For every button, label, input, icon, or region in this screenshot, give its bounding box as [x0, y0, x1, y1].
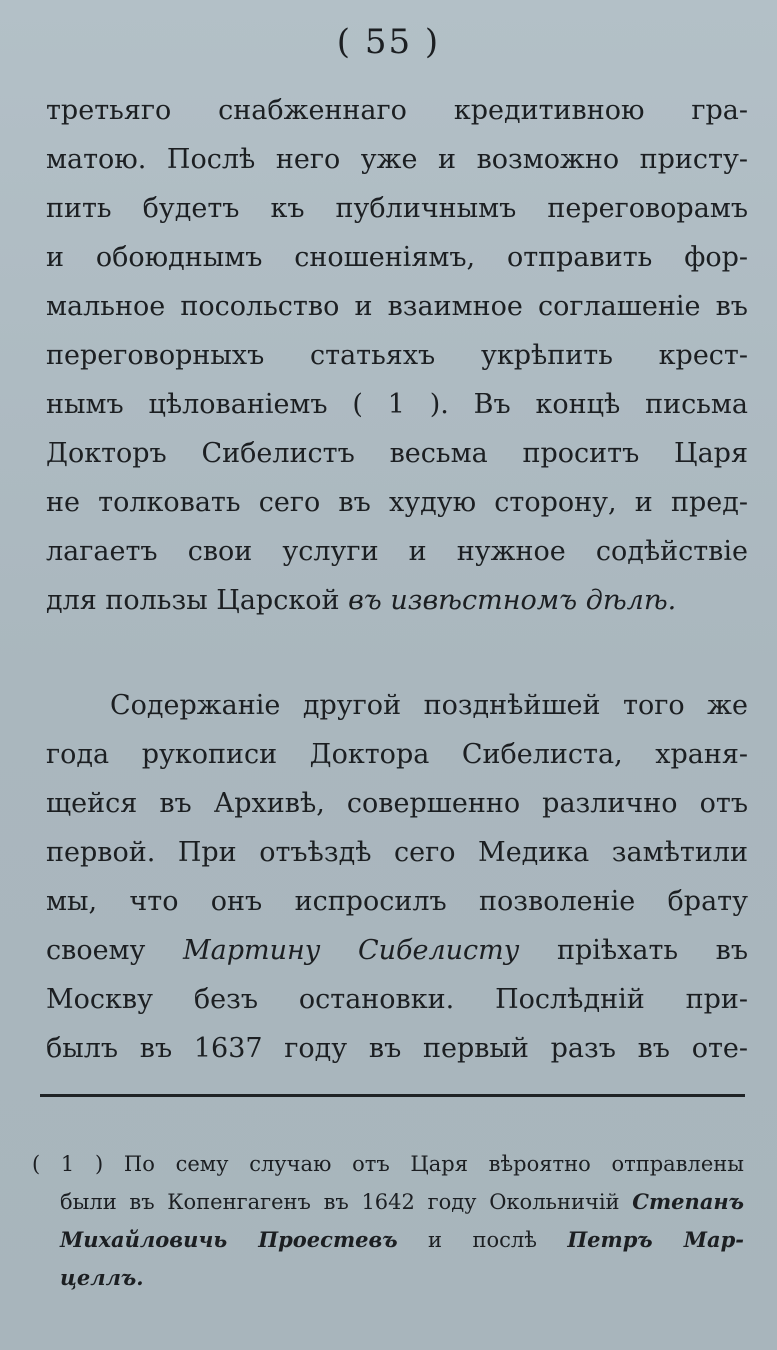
- text-fragment: и послѣ: [397, 1228, 568, 1252]
- text-line: мальное посольство и взаимное соглашеніе въ: [46, 291, 748, 322]
- text-line: и обоюднымъ сношеніямъ, отправить фор-: [46, 242, 748, 273]
- footnote-divider: [40, 1094, 745, 1097]
- text-line: [46, 576, 748, 625]
- text-fragment: для пользы Царской: [46, 585, 349, 616]
- text-line: матою. Послѣ него уже и возможно присту-: [46, 144, 748, 175]
- text-line: мы, что онъ испросилъ позволеніе брату: [46, 886, 748, 917]
- main-text: [46, 86, 748, 1073]
- text-line: щейся въ Архивѣ, совершенно различно отъ: [46, 788, 748, 819]
- footnote-line: [32, 1183, 744, 1221]
- text-fragment: своему: [46, 935, 183, 966]
- italic-fragment: Михайловичь Проестевъ: [60, 1227, 398, 1252]
- paragraph-gap: [46, 625, 748, 681]
- italic-fragment: Степанъ: [632, 1189, 744, 1214]
- text-line: Москву безъ остановки. Послѣдній при-: [46, 984, 748, 1015]
- italic-fragment: въ извѣстномъ дѣлѣ.: [348, 585, 677, 616]
- italic-fragment: Петръ Мар-: [567, 1227, 745, 1252]
- text-line: [46, 926, 748, 975]
- text-line: третьяго снабженнаго кредитивною гра-: [46, 95, 748, 126]
- italic-fragment: Мартину Сибелисту: [182, 935, 520, 966]
- italic-fragment: целлъ.: [60, 1265, 144, 1290]
- text-line: нымъ цѣлованіемъ ( 1 ). Въ концѣ письма: [46, 389, 748, 420]
- footnote-line: [32, 1221, 744, 1259]
- text-line: первой. При отъѣздѣ сего Медика замѣтили: [46, 837, 748, 868]
- text-line: пить будетъ къ публичнымъ переговорамъ: [46, 193, 748, 224]
- text-line: лагаетъ свои услуги и нужное содѣйствіе: [46, 536, 748, 567]
- page-number: ( 55 ): [336, 22, 441, 62]
- text-line: не толковать сего въ худую сторону, и пред-: [46, 487, 748, 518]
- text-line: Докторъ Сибелистъ весьма проситъ Царя: [46, 438, 748, 469]
- footnote-line: [32, 1259, 744, 1297]
- text-line: года рукописи Доктора Сибелиста, храня-: [46, 739, 748, 770]
- text-fragment: были въ Копенгагенъ въ 1642 году Окольничій: [60, 1190, 633, 1214]
- text-line: переговорныхъ статьяхъ укрѣпить крест-: [46, 340, 748, 371]
- footnote-line: ( 1 ) По сему случаю отъ Царя вѣроятно отправлены: [32, 1152, 744, 1176]
- text-line: былъ въ 1637 году въ первый разъ въ оте-: [46, 1033, 748, 1064]
- footnote: [32, 1145, 744, 1297]
- text-line: Содержаніе другой позднѣйшей того же: [110, 690, 748, 721]
- text-fragment: пріѣхать въ: [519, 935, 749, 966]
